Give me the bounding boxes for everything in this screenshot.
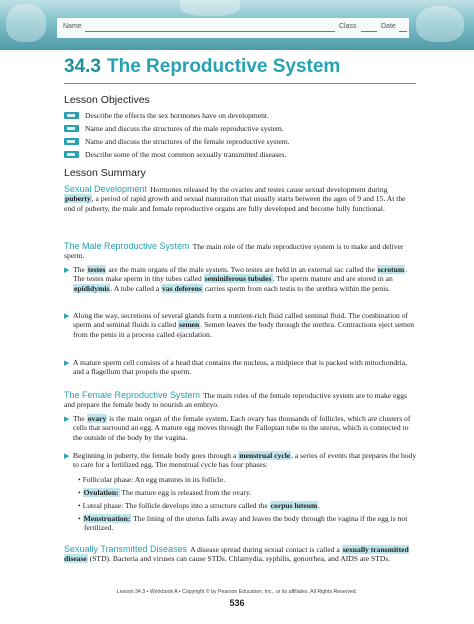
bullet-arrow-icon: ▶	[64, 452, 70, 460]
date-field[interactable]	[399, 31, 407, 32]
female-bullet-2: ▶ Beginning in puberty, the female body goes through a menstrual cycle, a series of events that prepares the body to care for a fertilized egg. The menstrual cycle has four phases:	[64, 451, 417, 470]
name-class-date-bar	[57, 18, 409, 38]
male-bullet-1: ▶ The testes are the main organs of the male system. Two testes are held in an external sac called the scrotum. The testes make sperm in tiny tubes called seminiferous tubules. The sperm mature and are stored in an epididymis. A tube called a vas deferens carries sperm from each testis to the urethra within the penis.	[64, 265, 408, 293]
summary-heading: Lesson Summary	[64, 167, 146, 179]
objective-item: Name and discuss the structures of the female reproductive system.	[64, 137, 416, 146]
std-heading: Sexually Transmitted Diseases	[64, 544, 188, 554]
banner-decoration	[180, 0, 240, 16]
lesson-number: 34.3	[64, 56, 101, 77]
vocab-term: epididymis	[74, 283, 110, 293]
objective-icon	[64, 151, 79, 158]
female-bullet-1: ▶ The ovary is the main organ of the female system. Each ovary has thousands of follicles, which are clusters of cells that surround an egg. A mature egg moves through the Fallopian tube to the uterus, which is connected to the outside of the body by the vagina.	[64, 414, 411, 442]
phase-luteal: • Luteal phase: The follicle develops into a structure called the corpus luteum.	[78, 501, 321, 510]
vocab-term: corpus luteum	[270, 501, 318, 510]
footer-credit: Lesson 34.3 • Workbook A • Copyright © by Pearson Education, Inc., or its affiliates. All Rights Reserved.	[116, 589, 358, 595]
date-label: Date	[381, 23, 396, 30]
phase-follicular: • Follicular phase: An egg matures in its follicle.	[78, 475, 226, 484]
objectives-heading: Lesson Objectives	[64, 94, 150, 106]
objective-item: Name and discuss the structures of the male reproductive system.	[64, 124, 416, 133]
vocab-term: semen	[179, 320, 200, 330]
bullet-arrow-icon: ▶	[64, 266, 70, 274]
vocab-term: vas deferens	[162, 283, 202, 293]
vocab-term: puberty	[65, 194, 91, 204]
sexual-development-heading: Sexual Development	[64, 184, 148, 194]
class-field[interactable]	[361, 31, 377, 32]
vocab-term: scrotum	[377, 265, 405, 274]
std-paragraph: Sexually Transmitted Diseases A disease spread during sexual contact is called a sexually transmitted disease (STD). Bacteria and viruses can cause STDs. Chlamydia, syphilis, gonorrhea, and AIDS are STDs.	[64, 544, 409, 564]
male-system-paragraph: The Male Reproductive System The main role of the male reproductive system is to make and deliver sperm.	[64, 241, 404, 261]
header-banner	[0, 0, 474, 50]
vocab-term: sexually transmitted disease	[64, 545, 409, 564]
vocab-term: testes	[87, 265, 106, 274]
objective-item: Describe some of the most common sexually transmitted diseases.	[64, 150, 416, 159]
male-bullet-2: ▶ Along the way, secretions of several glands form a nutrient-rich fluid called seminal fluid. The combination of sperm and seminal fluids is called semen. Semen leaves the body through the urethra. Contractions eject semen from the penis in a process called ejaculation.	[64, 311, 415, 339]
phase-ovulation: • Ovulation: The mature egg is released from the ovary.	[78, 488, 252, 497]
class-label: Class	[339, 23, 357, 30]
female-system-paragraph: The Female Reproductive System The main roles of the female reproductive system are to make eggs and prepare the female body to nourish an embryo.	[64, 390, 407, 410]
page-number: 536	[229, 598, 245, 608]
male-bullet-3: ▶ A mature sperm cell consists of a head that contains the nucleus, a midpiece that is packed with mitochondria, and a flagellum that propels the sperm.	[64, 358, 408, 377]
name-field[interactable]	[85, 31, 335, 32]
sexual-development-paragraph: Sexual Development Hormones released by the ovaries and testes cause sexual development during puberty, a period of rapid growth and sexual maturation that usually starts between the ages of 9 and 15. At the end of puberty, the male and female reproductive organs are fully developed and become fully functional.	[64, 184, 406, 213]
objective-icon	[64, 125, 79, 132]
male-system-heading: The Male Reproductive System	[64, 241, 190, 251]
banner-decoration	[416, 6, 464, 42]
vocab-term: ovary	[87, 414, 107, 423]
lesson-title: The Reproductive System	[106, 56, 341, 77]
name-label: Name	[63, 23, 82, 30]
phase-menstruation: • Menstruation: The lining of the uterus falls away and leaves the body through the vagina if the egg is not fertilized.	[78, 514, 408, 533]
objective-icon	[64, 112, 79, 119]
vocab-term: Ovulation:	[83, 488, 119, 497]
vocab-term: seminiferous tubules	[204, 274, 272, 284]
bullet-arrow-icon: ▶	[64, 359, 70, 367]
female-system-heading: The Female Reproductive System	[64, 390, 201, 400]
objective-item: Describe the effects the sex hormones have on development.	[64, 111, 416, 120]
title-divider	[64, 83, 416, 84]
page-title	[64, 56, 340, 78]
bullet-arrow-icon: ▶	[64, 415, 70, 423]
objective-icon	[64, 138, 79, 145]
vocab-term: Menstruation:	[83, 514, 131, 523]
banner-decoration	[6, 4, 46, 42]
bullet-arrow-icon: ▶	[64, 312, 70, 320]
vocab-term: menstrual cycle	[239, 451, 291, 460]
